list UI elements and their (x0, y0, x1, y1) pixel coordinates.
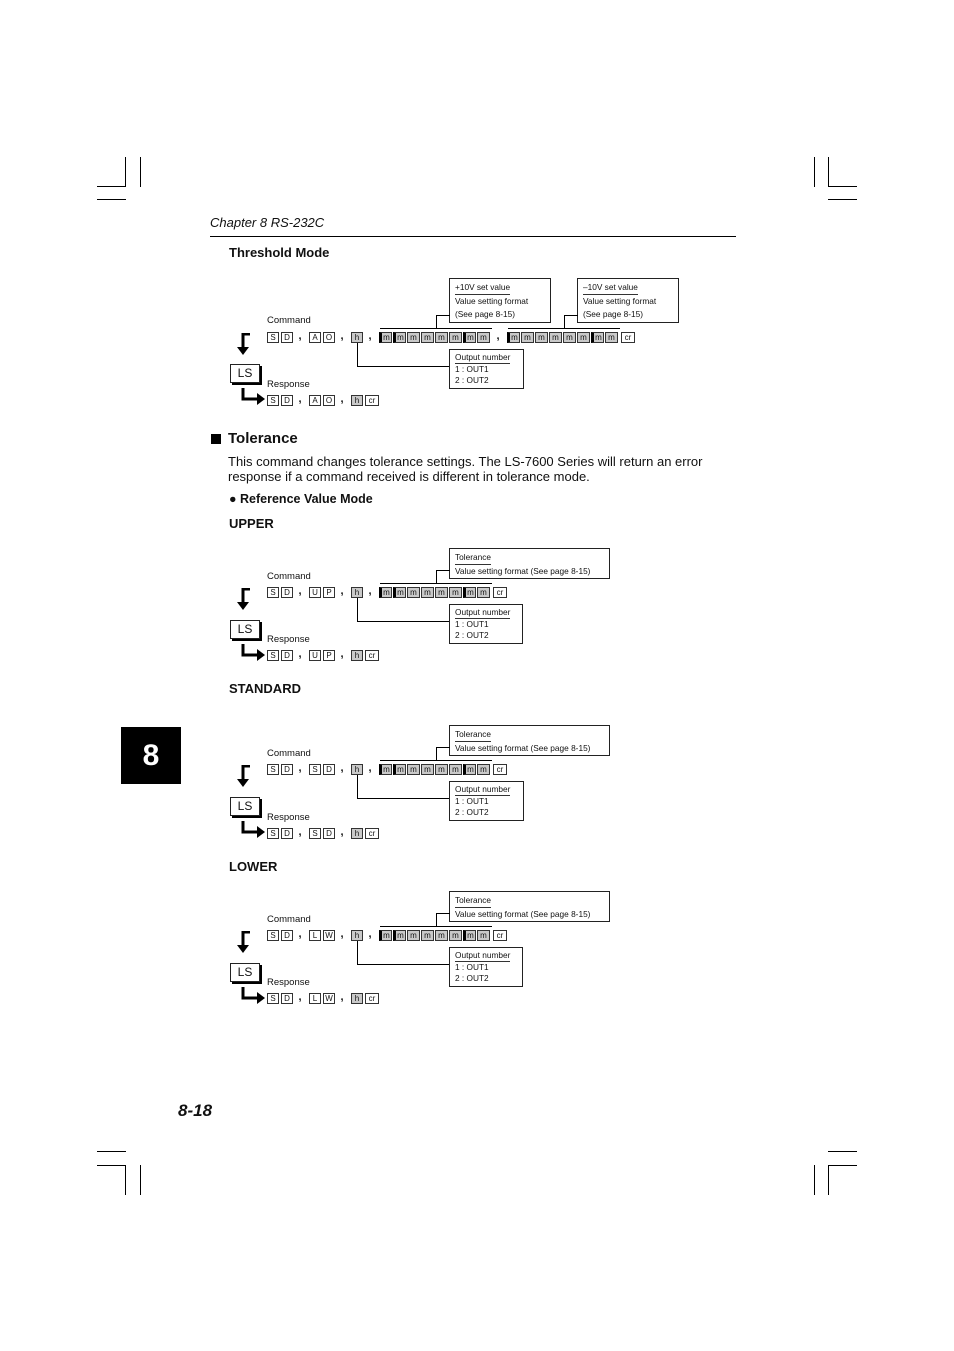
char-m: m (605, 332, 618, 343)
crop-mark (97, 199, 126, 200)
char-cr: cr (365, 828, 379, 839)
connector-line (380, 760, 492, 761)
connector-line (436, 747, 437, 760)
connector-line (357, 366, 450, 367)
char-m: m (393, 332, 406, 343)
char-comma: , (337, 993, 347, 1004)
connector-line (357, 598, 358, 621)
connector-line (357, 621, 450, 622)
connector-line (436, 315, 437, 328)
char-m: m (463, 587, 476, 598)
char-d: D (323, 764, 335, 775)
output-number-callout: Output number 1 : OUT1 2 : OUT2 (449, 781, 524, 821)
char-h: h (351, 395, 363, 406)
char-comma: , (493, 332, 503, 343)
char-m: m (379, 332, 392, 343)
char-comma: , (337, 650, 347, 661)
char-u: U (309, 650, 321, 661)
arrow-right-icon (240, 644, 266, 662)
char-m: m (449, 332, 462, 343)
response-label: Response (267, 379, 310, 390)
arrow-down-icon (233, 333, 253, 357)
output-number-callout: Output number 1 : OUT1 2 : OUT2 (449, 349, 524, 389)
char-o: O (323, 395, 335, 406)
ls-device-box: LS (230, 364, 260, 383)
crop-mark (814, 1165, 815, 1195)
crop-mark (97, 1165, 126, 1166)
char-m: m (435, 764, 448, 775)
char-m: m (477, 764, 490, 775)
response-label: Response (267, 977, 310, 988)
lower-heading: LOWER (229, 859, 278, 874)
char-p: P (323, 650, 335, 661)
ls-device-box: LS (230, 963, 260, 982)
char-h: h (351, 587, 363, 598)
char-comma: , (365, 764, 375, 775)
connector-line (357, 775, 358, 798)
char-m: m (463, 930, 476, 941)
paragraph-line: This command changes tolerance settings. The LS-7600 Series will return an error (228, 454, 703, 469)
char-m: m (463, 764, 476, 775)
crop-mark (828, 1165, 857, 1166)
char-m: m (379, 764, 392, 775)
char-m: m (435, 587, 448, 598)
char-l: L (309, 930, 321, 941)
char-m: m (463, 332, 476, 343)
crop-mark (828, 1151, 857, 1152)
output-number-callout: Output number 1 : OUT1 2 : OUT2 (449, 604, 523, 644)
char-m: m (521, 332, 534, 343)
char-cr: cr (493, 764, 507, 775)
plus-10v-callout: +10V set value Value setting format (See page 8-15) (449, 278, 551, 323)
char-comma: , (337, 828, 347, 839)
char-m: m (393, 764, 406, 775)
char-o: O (323, 332, 335, 343)
char-m: m (449, 587, 462, 598)
char-m: m (577, 332, 590, 343)
char-comma: , (337, 930, 347, 941)
connector-line (436, 315, 450, 316)
char-comma: , (295, 650, 305, 661)
char-d: D (281, 395, 293, 406)
char-s: S (267, 764, 279, 775)
char-h: h (351, 993, 363, 1004)
connector-line (508, 328, 620, 329)
char-comma: , (365, 930, 375, 941)
char-w: W (323, 930, 335, 941)
char-comma: , (365, 332, 375, 343)
char-cr: cr (365, 395, 379, 406)
char-s: S (267, 650, 279, 661)
char-a: A (309, 332, 321, 343)
char-h: h (351, 332, 363, 343)
paragraph-line: response if a command received is different in tolerance mode. (228, 469, 590, 484)
char-m: m (591, 332, 604, 343)
char-h: h (351, 650, 363, 661)
minus-10v-callout: –10V set value Value setting format (See page 8-15) (577, 278, 679, 323)
tolerance-callout: Tolerance Value setting format (See page 8-15) (449, 891, 610, 922)
char-a: A (309, 395, 321, 406)
char-m: m (449, 930, 462, 941)
char-p: P (323, 587, 335, 598)
char-m: m (507, 332, 520, 343)
connector-line (436, 570, 437, 583)
connector-line (357, 798, 450, 799)
tolerance-callout: Tolerance Value setting format (See page 8-15) (449, 548, 610, 579)
crop-mark (125, 157, 126, 187)
char-d: D (281, 930, 293, 941)
char-comma: , (295, 828, 305, 839)
char-h: h (351, 930, 363, 941)
char-m: m (435, 332, 448, 343)
char-comma: , (295, 764, 305, 775)
connector-line (436, 747, 450, 748)
char-m: m (393, 930, 406, 941)
char-m: m (379, 587, 392, 598)
connector-line (380, 583, 492, 584)
char-m: m (477, 587, 490, 598)
char-s: S (267, 993, 279, 1004)
arrow-right-icon (240, 388, 266, 406)
command-label: Command (267, 748, 311, 759)
section-title: Tolerance (228, 430, 298, 447)
connector-line (380, 328, 492, 329)
crop-mark (97, 186, 126, 187)
char-d: D (281, 828, 293, 839)
chapter-header: Chapter 8 RS-232C (210, 215, 325, 230)
connector-line (357, 964, 450, 965)
response-label: Response (267, 634, 310, 645)
char-comma: , (295, 587, 305, 598)
char-m: m (449, 764, 462, 775)
char-comma: , (337, 764, 347, 775)
arrow-right-icon (240, 821, 266, 839)
char-m: m (435, 930, 448, 941)
char-cr: cr (493, 587, 507, 598)
tolerance-callout: Tolerance Value setting format (See page 8-15) (449, 725, 610, 756)
crop-mark (828, 199, 857, 200)
char-comma: , (295, 395, 305, 406)
header-rule (210, 236, 736, 237)
char-m: m (421, 587, 434, 598)
char-cr: cr (493, 930, 507, 941)
char-m: m (421, 930, 434, 941)
connector-line (380, 926, 492, 927)
char-d: D (281, 650, 293, 661)
char-comma: , (365, 587, 375, 598)
char-h: h (351, 828, 363, 839)
connector-line (564, 315, 578, 316)
char-s: S (309, 764, 321, 775)
connector-line (436, 570, 450, 571)
threshold-heading: Threshold Mode (229, 245, 330, 260)
standard-heading: STANDARD (229, 681, 301, 696)
reference-value-mode-heading: ● Reference Value Mode (229, 492, 373, 506)
char-m: m (379, 930, 392, 941)
crop-mark (814, 157, 815, 187)
char-m: m (477, 332, 490, 343)
crop-mark (140, 157, 141, 187)
char-comma: , (337, 395, 347, 406)
char-d: D (281, 993, 293, 1004)
output-number-callout: Output number 1 : OUT1 2 : OUT2 (449, 947, 523, 987)
page-number: 8-18 (178, 1101, 213, 1120)
command-label: Command (267, 571, 311, 582)
char-m: m (407, 764, 420, 775)
char-s: S (267, 828, 279, 839)
response-label: Response (267, 812, 310, 823)
char-m: m (407, 332, 420, 343)
crop-mark (828, 186, 857, 187)
char-w: W (323, 993, 335, 1004)
char-m: m (407, 587, 420, 598)
crop-mark (140, 1165, 141, 1195)
char-m: m (477, 930, 490, 941)
char-m: m (393, 587, 406, 598)
char-s: S (267, 332, 279, 343)
char-d: D (281, 764, 293, 775)
chapter-tab: 8 (121, 727, 181, 784)
char-s: S (267, 930, 279, 941)
connector-line (436, 913, 437, 926)
ls-device-box: LS (230, 797, 260, 816)
char-u: U (309, 587, 321, 598)
char-d: D (323, 828, 335, 839)
char-m: m (407, 930, 420, 941)
char-cr: cr (365, 650, 379, 661)
crop-mark (828, 1165, 829, 1195)
char-m: m (535, 332, 548, 343)
arrow-down-icon (233, 765, 253, 789)
char-l: L (309, 993, 321, 1004)
char-s: S (267, 587, 279, 598)
char-m: m (549, 332, 562, 343)
command-label: Command (267, 914, 311, 925)
char-m: m (563, 332, 576, 343)
arrow-down-icon (233, 588, 253, 612)
connector-line (357, 941, 358, 964)
connector-line (357, 343, 358, 366)
char-comma: , (295, 930, 305, 941)
char-h: h (351, 764, 363, 775)
char-comma: , (337, 332, 347, 343)
connector-line (436, 913, 450, 914)
crop-mark (125, 1165, 126, 1195)
char-cr: cr (365, 993, 379, 1004)
char-comma: , (295, 332, 305, 343)
char-cr: cr (621, 332, 635, 343)
char-m: m (421, 764, 434, 775)
upper-heading: UPPER (229, 516, 274, 531)
connector-line (564, 315, 565, 328)
char-s: S (267, 395, 279, 406)
crop-mark (97, 1151, 126, 1152)
char-s: S (309, 828, 321, 839)
crop-mark (828, 157, 829, 187)
char-comma: , (337, 587, 347, 598)
ls-device-box: LS (230, 620, 260, 639)
command-label: Command (267, 315, 311, 326)
char-m: m (421, 332, 434, 343)
arrow-down-icon (233, 931, 253, 955)
arrow-right-icon (240, 987, 266, 1005)
char-d: D (281, 332, 293, 343)
char-d: D (281, 587, 293, 598)
section-square-icon (211, 434, 221, 444)
char-comma: , (295, 993, 305, 1004)
